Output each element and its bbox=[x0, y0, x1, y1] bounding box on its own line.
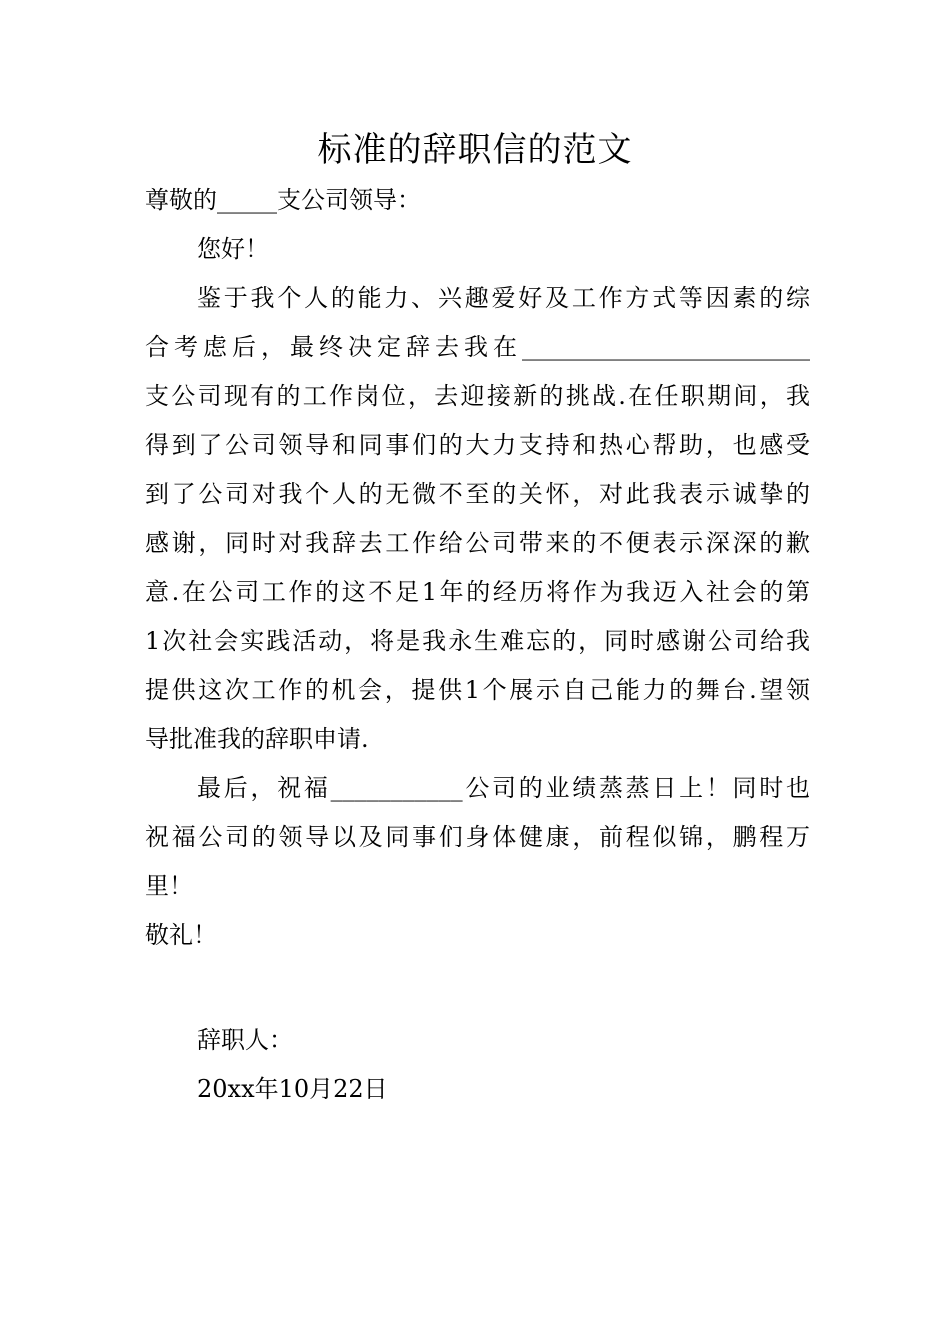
paragraph-1-line: 1次社会实践活动，将是我永生难忘的，同时感谢公司给我 bbox=[145, 627, 810, 655]
paragraph-1-line: 合考虑后，最终决定辞去我在________________________ bbox=[145, 333, 810, 361]
paragraph-1-line: 支公司现有的工作岗位，去迎接新的挑战.在任职期间，我 bbox=[145, 382, 810, 410]
paragraph-1-line: 感谢，同时对我辞去工作给公司带来的不便表示深深的歉 bbox=[145, 529, 810, 557]
paragraph-1-line: 意.在公司工作的这不足1年的经历将作为我迈入社会的第 bbox=[145, 578, 810, 606]
page-title: 标准的辞职信的范文 bbox=[317, 130, 633, 170]
closing: 敬礼！ bbox=[145, 921, 217, 949]
paragraph-1-line: 鉴于我个人的能力、兴趣爱好及工作方式等因素的综 bbox=[197, 284, 810, 312]
paragraph-1-line: 得到了公司领导和同事们的大力支持和热心帮助，也感受 bbox=[145, 431, 810, 459]
paragraph-1-line: 导批准我的辞职申请. bbox=[145, 725, 369, 753]
paragraph-1 bbox=[145, 274, 810, 764]
letter-date: 20xx年10月22日 bbox=[197, 1075, 388, 1103]
paragraph-1-line: 提供这次工作的机会，提供1个展示自己能力的舞台.望领 bbox=[145, 676, 810, 704]
signature-label: 辞职人： bbox=[197, 1026, 293, 1054]
paragraph-2-line: 最后，祝福___________公司的业绩蒸蒸日上！同时也 bbox=[197, 774, 810, 802]
letter-body bbox=[145, 176, 810, 1114]
greeting: 您好！ bbox=[197, 235, 269, 263]
salutation: 尊敬的_____支公司领导： bbox=[145, 186, 421, 214]
paragraph-1-line: 到了公司对我个人的无微不至的关怀，对此我表示诚挚的 bbox=[145, 480, 810, 508]
paragraph-2-line: 里！ bbox=[145, 872, 193, 900]
paragraph-2 bbox=[145, 764, 810, 911]
paragraph-2-line: 祝福公司的领导以及同事们身体健康，前程似锦，鹏程万 bbox=[145, 823, 810, 851]
spacer bbox=[145, 960, 810, 1016]
